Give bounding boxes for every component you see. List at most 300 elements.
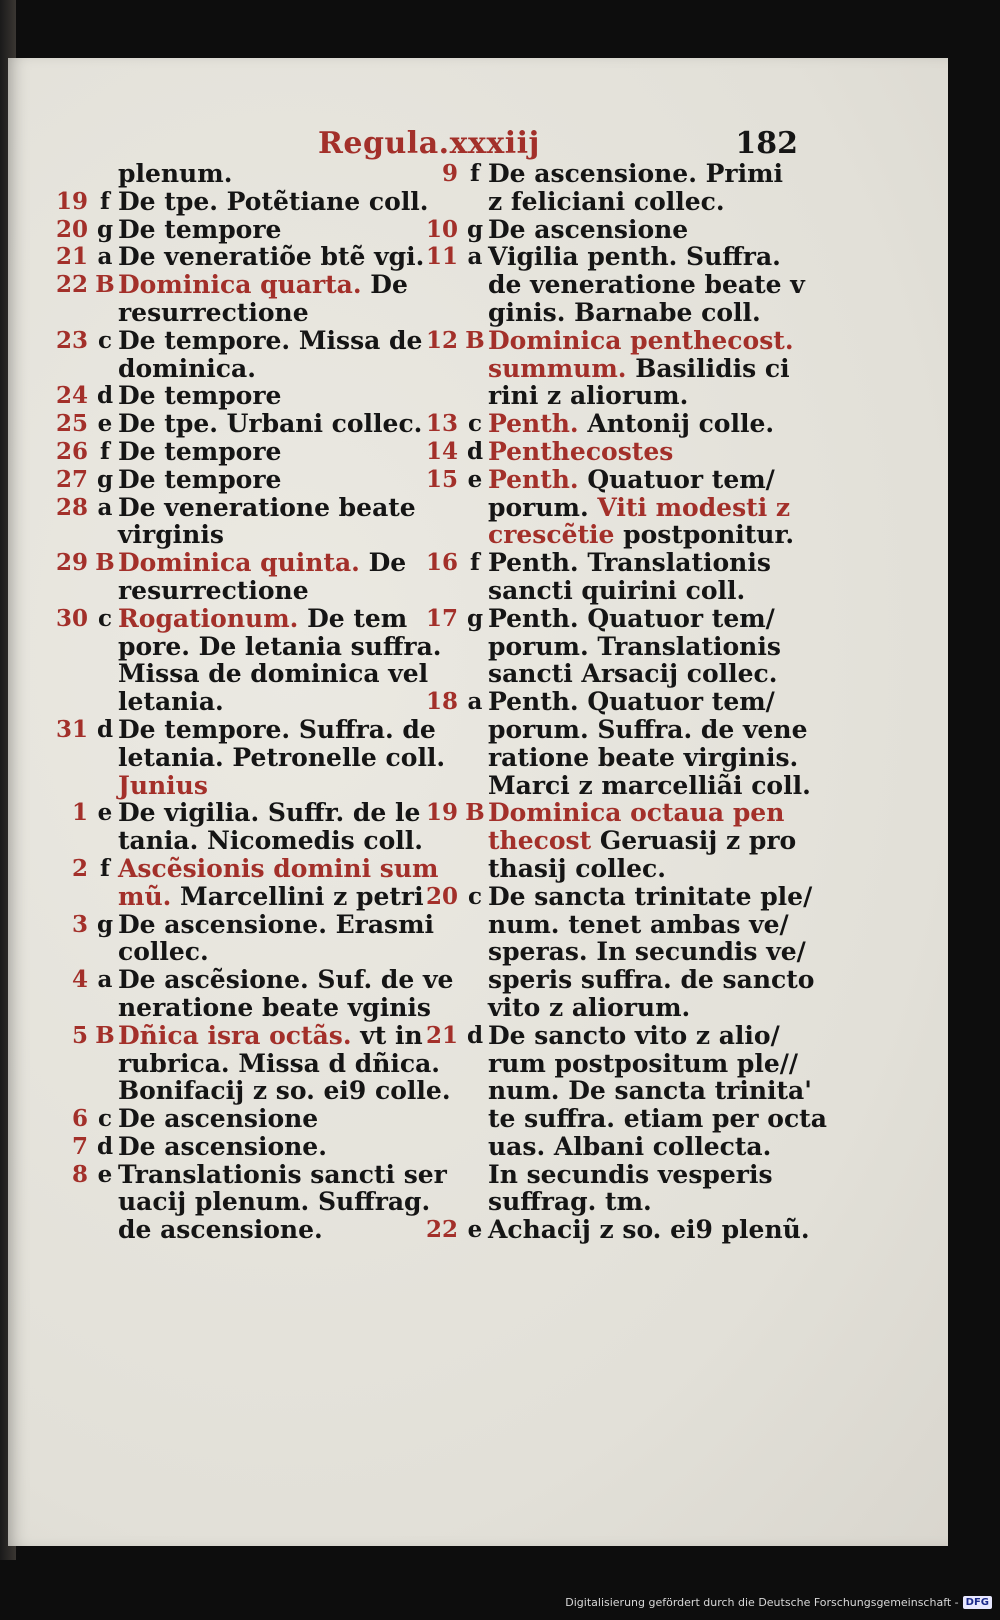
- entry-text: [488, 1161, 773, 1189]
- dominical-letter: f: [470, 160, 480, 187]
- rubric-text: crescẽtie: [488, 520, 615, 550]
- calendar-line: [48, 243, 428, 271]
- calendar-line: [418, 1022, 803, 1050]
- day-number: [48, 1188, 92, 1216]
- calendar-line: [48, 827, 428, 855]
- body-text: Penth. Quatuor tem/: [488, 687, 775, 717]
- dominical-letter: a: [467, 688, 483, 716]
- entry-text: [118, 994, 431, 1022]
- calendar-line: [48, 1216, 428, 1244]
- day-number: 17: [425, 604, 458, 632]
- day-number: [48, 938, 92, 966]
- calendar-line: [418, 660, 803, 688]
- entry-text: [118, 911, 434, 939]
- dominical-letter: [462, 521, 488, 549]
- day-number: 30: [55, 604, 88, 632]
- day-number: [418, 1077, 462, 1105]
- body-text: De sancta trinitate ple/: [488, 881, 813, 911]
- rubric-text: Junius: [118, 770, 208, 800]
- rubric-text: thecost: [488, 826, 592, 856]
- calendar-line: [418, 688, 803, 716]
- body-text: postponitur.: [614, 520, 795, 550]
- dominical-letter: [92, 633, 118, 661]
- entry-text: [118, 577, 309, 605]
- body-text: Bonifacij z so. ei9 colle.: [118, 1076, 451, 1106]
- day-number: [48, 1216, 92, 1244]
- day-number: 21: [425, 1021, 458, 1049]
- calendar-line: [48, 577, 428, 605]
- body-text: dominica.: [118, 353, 256, 383]
- day-number: 20: [425, 882, 458, 910]
- dominical-letter: [462, 1077, 488, 1105]
- body-text: De vigilia. Suffr. de le: [118, 798, 421, 828]
- entry-text: [488, 1216, 810, 1244]
- entry-text: [118, 243, 424, 271]
- calendar-line: [418, 965, 815, 995]
- calendar-line: [418, 494, 803, 522]
- dominical-letter: e: [97, 799, 113, 827]
- calendar-line: [48, 714, 436, 744]
- entry-text: [118, 438, 281, 466]
- dominical-letter: [92, 160, 118, 188]
- entry-text: [488, 716, 808, 744]
- day-number: 11: [425, 243, 458, 271]
- dominical-letter: [462, 1161, 488, 1189]
- entry-text: [118, 855, 438, 883]
- calendar-line: [48, 438, 428, 466]
- entry-text: [118, 1077, 451, 1105]
- body-text: Vigilia penth. Suffra.: [488, 242, 781, 272]
- entry-text: [118, 1022, 423, 1050]
- entry-text: [118, 1188, 430, 1216]
- entry-text: [488, 883, 812, 911]
- dominical-letter: [462, 271, 488, 299]
- calendar-line: [418, 855, 803, 883]
- body-text: uacij plenum. Suffrag.: [118, 1187, 431, 1217]
- dominical-letter: B: [465, 799, 485, 827]
- day-number: 26: [55, 437, 88, 465]
- calendar-line: [48, 466, 428, 494]
- day-number: 3: [71, 910, 88, 938]
- body-text: Marcellini z petri: [171, 881, 424, 911]
- day-number: [48, 633, 92, 661]
- day-number: 21: [55, 243, 88, 271]
- day-number: 22: [55, 271, 88, 299]
- body-text: Penth. Translationis: [488, 548, 771, 578]
- calendar-line: [48, 1133, 428, 1161]
- entry-text: [488, 299, 761, 327]
- day-number: 19: [55, 187, 88, 215]
- entry-text: [488, 494, 790, 522]
- entry-text: [118, 799, 420, 827]
- dominical-letter: [462, 660, 488, 688]
- calendar-line: [48, 938, 428, 966]
- day-number: [418, 660, 462, 688]
- body-text: suffrag. tm.: [488, 1187, 652, 1217]
- entry-text: [488, 438, 673, 466]
- day-number: 20: [55, 215, 88, 243]
- rubric-text: Ascẽsionis domini sum: [118, 853, 439, 883]
- entry-text: [488, 855, 666, 883]
- body-text: Quatuor tem/: [578, 464, 775, 494]
- day-number: [418, 577, 462, 605]
- dominical-letter: f: [100, 854, 110, 882]
- rubric-text: Dominica octaua pen: [488, 798, 785, 828]
- body-text: rini z aliorum.: [488, 381, 689, 411]
- calendar-line: [48, 382, 428, 410]
- dominical-letter: g: [466, 215, 484, 243]
- day-number: [418, 994, 462, 1022]
- calendar-line: [48, 327, 428, 355]
- calendar-line: [48, 631, 442, 661]
- day-number: 10: [425, 215, 458, 243]
- dominical-letter: [462, 1050, 488, 1078]
- calendar-line: [48, 1022, 428, 1050]
- dominical-letter: f: [100, 187, 110, 215]
- dominical-letter: [92, 883, 118, 911]
- day-number: [48, 744, 92, 772]
- calendar-line: [48, 772, 428, 800]
- entry-text: [488, 772, 811, 800]
- day-number: 29: [55, 549, 88, 577]
- entry-text: [488, 1188, 652, 1216]
- dominical-letter: c: [97, 604, 112, 632]
- entry-text: [118, 660, 428, 688]
- day-number: [418, 382, 462, 410]
- body-text: De ascensione: [488, 214, 689, 244]
- body-text: De: [361, 270, 408, 300]
- body-text: De: [359, 548, 407, 578]
- entry-text: [488, 633, 781, 661]
- dominical-letter: B: [95, 1021, 115, 1049]
- day-number: [418, 716, 462, 744]
- body-text: tania. Nicomedis coll.: [118, 826, 423, 856]
- body-text: resurrectione: [118, 575, 309, 605]
- calendar-line: [418, 549, 803, 577]
- dominical-letter: [92, 355, 118, 383]
- day-number: [48, 660, 92, 688]
- dominical-letter: [92, 744, 118, 772]
- dominical-letter: [462, 966, 488, 994]
- body-text: De tempore: [118, 436, 282, 466]
- calendar-line: [418, 1076, 812, 1106]
- dominical-letter: [92, 994, 118, 1022]
- calendar-line: [48, 1159, 447, 1189]
- body-text: de ascensione.: [118, 1215, 323, 1245]
- dominical-letter: e: [467, 1216, 483, 1244]
- day-number: [418, 355, 462, 383]
- dominical-letter: B: [95, 271, 115, 299]
- calendar-line: [418, 216, 803, 244]
- running-title: Regula.xxxiij: [318, 126, 540, 161]
- body-text: Penth. Quatuor tem/: [488, 603, 775, 633]
- dominical-letter: [92, 1077, 118, 1105]
- entry-text: [118, 633, 442, 661]
- day-number: 2: [71, 854, 88, 882]
- body-text: De ascensione.: [118, 1131, 327, 1161]
- dominical-letter: [92, 827, 118, 855]
- calendar-line: [418, 382, 803, 410]
- dominical-letter: [462, 382, 488, 410]
- rubric-text: mũ.: [118, 881, 172, 911]
- entry-text: [488, 188, 725, 216]
- calendar-line: [48, 271, 428, 299]
- entry-text: [118, 1050, 440, 1078]
- calendar-line: [418, 799, 803, 827]
- entry-text: [488, 549, 771, 577]
- calendar-line: [418, 1050, 803, 1078]
- entry-text: [118, 466, 281, 494]
- day-number: 5: [71, 1021, 88, 1049]
- entry-text: [488, 1022, 780, 1050]
- body-text: rubrica. Missa d dñica.: [118, 1048, 441, 1078]
- dominical-letter: a: [97, 493, 113, 521]
- day-number: 6: [71, 1105, 88, 1133]
- calendar-line: [418, 911, 803, 939]
- calendar-line: [48, 853, 439, 883]
- calendar-line: [418, 1188, 803, 1216]
- body-text: num. tenet ambas ve/: [488, 909, 789, 939]
- book-page: [8, 58, 948, 1546]
- dominical-letter: g: [96, 215, 114, 243]
- body-text: De ascensione. Primi: [488, 159, 784, 188]
- calendar-line: [418, 1161, 803, 1189]
- day-number: [48, 577, 92, 605]
- calendar-line: [48, 549, 428, 577]
- dominical-letter: d: [96, 382, 114, 410]
- calendar-line: [48, 494, 428, 522]
- dominical-letter: f: [100, 437, 110, 465]
- calendar-line: [48, 883, 428, 911]
- entry-text: [118, 410, 422, 438]
- dominical-letter: [92, 1050, 118, 1078]
- calendar-line: [418, 271, 803, 299]
- entry-text: [488, 410, 774, 438]
- entry-text: [488, 1050, 798, 1078]
- dominical-letter: [92, 938, 118, 966]
- entry-text: [118, 716, 436, 744]
- calendar-line: [48, 660, 428, 688]
- entry-text: [118, 160, 232, 188]
- calendar-line: [48, 992, 431, 1022]
- day-number: 22: [425, 1216, 458, 1244]
- entry-text: [118, 744, 445, 772]
- entry-text: [488, 994, 690, 1022]
- dominical-letter: a: [467, 243, 483, 271]
- calendar-line: [48, 1048, 441, 1078]
- dominical-letter: [462, 1188, 488, 1216]
- entry-text: [488, 605, 775, 633]
- day-number: 8: [71, 1160, 88, 1188]
- calendar-line: [418, 188, 803, 216]
- calendar-line: [48, 1187, 431, 1217]
- dominical-letter: [92, 660, 118, 688]
- entry-text: [488, 688, 775, 716]
- entry-text: [488, 243, 781, 271]
- body-text: resurrectione: [118, 297, 309, 327]
- body-text: sancti quirini coll.: [488, 575, 746, 605]
- day-number: 31: [55, 715, 88, 743]
- day-number: [48, 1077, 92, 1105]
- body-text: Geruasij z pro: [591, 826, 797, 856]
- body-text: speras. In secundis ve/: [488, 937, 806, 967]
- dominical-letter: a: [97, 966, 113, 994]
- body-text: thasij collec.: [488, 853, 666, 883]
- day-number: [418, 271, 462, 299]
- rubric-text: Viti modesti z: [597, 492, 791, 522]
- day-number: 16: [425, 549, 458, 577]
- entry-text: [488, 911, 789, 939]
- day-number: 1: [71, 799, 88, 827]
- calendar-line: [418, 714, 808, 744]
- entry-text: [118, 688, 224, 716]
- day-number: 7: [71, 1132, 88, 1160]
- day-number: [418, 494, 462, 522]
- entry-text: [488, 1105, 827, 1133]
- entry-text: [118, 216, 281, 244]
- rubric-text: Dominica quinta.: [118, 548, 360, 578]
- dominical-letter: [92, 1216, 118, 1244]
- dominical-letter: [462, 827, 488, 855]
- body-text: De ascẽsione. Suf. de ve: [118, 965, 454, 995]
- body-text: Missa de dominica vel: [118, 659, 429, 689]
- calendar-line: [418, 937, 806, 967]
- calendar-line: [418, 577, 803, 605]
- entry-text: [118, 549, 406, 577]
- dominical-letter: [462, 938, 488, 966]
- entry-text: [118, 1161, 447, 1189]
- rubric-text: Dominica penthecost.: [488, 325, 794, 355]
- body-text: De sancto vito z alio/: [488, 1020, 780, 1050]
- body-text: letania. Petronelle coll.: [118, 742, 446, 772]
- day-number: [48, 355, 92, 383]
- dominical-letter: [462, 494, 488, 522]
- body-text: De tempore: [118, 381, 282, 411]
- body-text: porum. Suffra. de vene: [488, 714, 808, 744]
- body-text: Marci z marcelliãi coll.: [488, 770, 811, 800]
- entry-text: [488, 382, 688, 410]
- calendar-line: [48, 1076, 451, 1106]
- day-number: [48, 299, 92, 327]
- dominical-letter: B: [465, 326, 485, 354]
- day-number: [418, 1188, 462, 1216]
- day-number: 12: [425, 326, 458, 354]
- body-text: num. De sancta trinita': [488, 1076, 812, 1106]
- day-number: 19: [425, 799, 458, 827]
- body-text: ginis. Barnabe coll.: [488, 297, 761, 327]
- dominical-letter: g: [466, 604, 484, 632]
- day-number: [418, 1050, 462, 1078]
- body-text: De tempore. Missa de: [118, 325, 423, 355]
- dominical-letter: [462, 855, 488, 883]
- entry-text: [488, 577, 745, 605]
- body-text: neratione beate vginis: [118, 992, 431, 1022]
- rubric-text: summum.: [488, 353, 627, 383]
- dominical-letter: e: [97, 1160, 113, 1188]
- calendar-line: [418, 410, 803, 438]
- digitization-credit: [565, 1592, 992, 1612]
- body-text: De veneratione beate: [118, 492, 416, 522]
- day-number: 24: [55, 382, 88, 410]
- entry-text: [488, 1133, 771, 1161]
- entry-text: [118, 382, 281, 410]
- calendar-line: [48, 299, 428, 327]
- calendar-line: [418, 243, 803, 271]
- body-text: plenum.: [118, 159, 233, 188]
- dominical-letter: d: [96, 715, 114, 743]
- dominical-letter: [462, 744, 488, 772]
- entry-text: [488, 660, 777, 688]
- day-number: [48, 521, 92, 549]
- body-text: Basilidis ci: [626, 353, 790, 383]
- day-number: 23: [55, 326, 88, 354]
- dominical-letter: [462, 633, 488, 661]
- dominical-letter: [462, 772, 488, 800]
- calendar-line: [48, 605, 428, 633]
- dominical-letter: [92, 299, 118, 327]
- day-number: [418, 966, 462, 994]
- body-text: De tempore: [118, 214, 282, 244]
- calendar-line: [48, 521, 428, 549]
- dominical-letter: [92, 688, 118, 716]
- dominical-letter: g: [96, 910, 114, 938]
- body-text: De tempore: [118, 464, 282, 494]
- calendar-line: [418, 1133, 803, 1161]
- entry-text: [118, 188, 429, 216]
- body-text: de veneratione beate v: [488, 270, 805, 300]
- entry-text: [488, 827, 796, 855]
- dominical-letter: B: [95, 549, 115, 577]
- calendar-line: [418, 633, 803, 661]
- calendar-line: [418, 160, 803, 188]
- dominical-letter: [462, 577, 488, 605]
- dominical-letter: c: [97, 326, 112, 354]
- body-text: Antonij colle.: [578, 409, 775, 439]
- dominical-letter: f: [470, 549, 480, 577]
- entry-text: [118, 271, 408, 299]
- calendar-line: [418, 827, 803, 855]
- calendar-line: [418, 605, 803, 633]
- day-number: [418, 827, 462, 855]
- dominical-letter: [462, 716, 488, 744]
- body-text: De tem: [298, 603, 408, 633]
- credit-text: Digitalisierung gefördert durch die Deutsche Forschungsgemeinschaft -: [565, 1595, 959, 1609]
- right-column: [418, 159, 827, 1245]
- day-number: [418, 1105, 462, 1133]
- dominical-letter: [462, 299, 488, 327]
- entry-text: [118, 605, 407, 633]
- calendar-line: [418, 327, 803, 355]
- rubric-text: Dominica quarta.: [118, 270, 362, 300]
- day-number: [418, 938, 462, 966]
- dominical-letter: c: [97, 1105, 112, 1133]
- body-text: De ascensione. Erasmi: [118, 909, 435, 939]
- calendar-line: [48, 909, 435, 939]
- entry-text: [118, 299, 309, 327]
- body-text: collec.: [118, 937, 209, 967]
- dominical-letter: d: [466, 437, 484, 465]
- entry-text: [118, 1133, 327, 1161]
- calendar-line: [418, 1215, 810, 1245]
- dominical-letter: [462, 911, 488, 939]
- day-number: 14: [425, 437, 458, 465]
- calendar-line: [418, 994, 803, 1022]
- day-number: [418, 772, 462, 800]
- day-number: 4: [71, 966, 88, 994]
- dominical-letter: [462, 355, 488, 383]
- entry-text: [118, 966, 453, 994]
- day-number: [418, 911, 462, 939]
